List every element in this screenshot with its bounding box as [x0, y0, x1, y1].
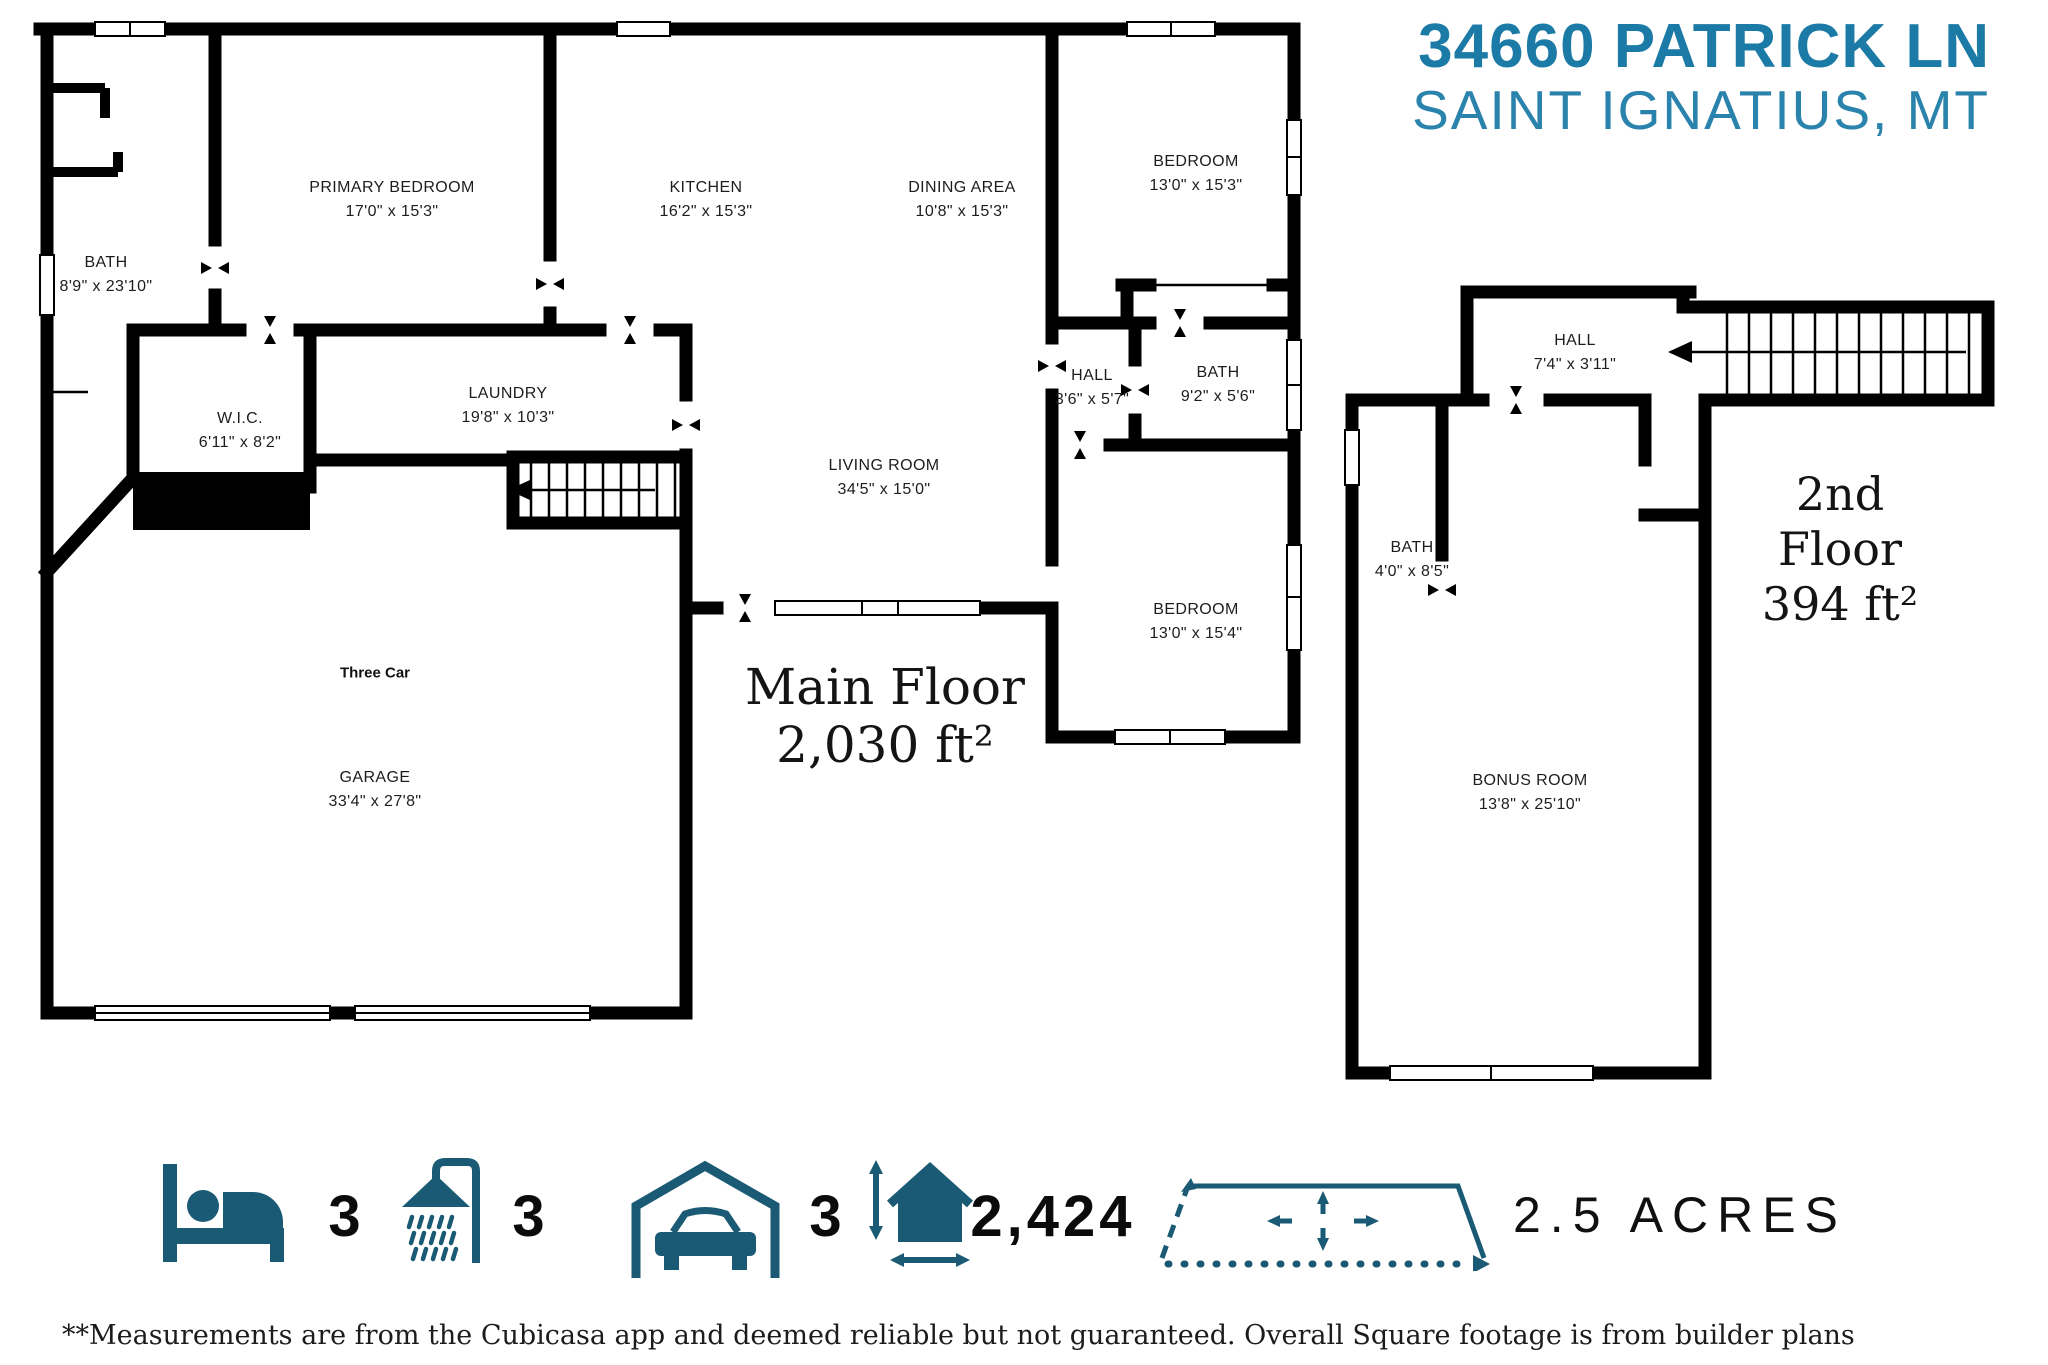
room-dims: 16'2" x 15'3" [659, 203, 753, 220]
room-dims: 8'9" x 23'10" [59, 278, 153, 295]
room-name: PRIMARY BEDROOM [309, 179, 475, 196]
house-size-icon [866, 1150, 978, 1272]
room-label-wic [199, 407, 281, 455]
room-name: BEDROOM [1153, 601, 1239, 618]
room-name: LIVING ROOM [828, 457, 940, 474]
room-dims: 6'11" x 8'2" [198, 434, 282, 451]
beds-count: 3 [328, 1184, 360, 1249]
room-label-kitchen [660, 176, 753, 224]
shower-icon [390, 1155, 490, 1270]
room-name: LAUNDRY [468, 385, 548, 402]
room-label-laundry [462, 382, 555, 430]
lot-area-icon [1148, 1176, 1498, 1271]
floor-name: 2nd Floor [1777, 467, 1902, 577]
room-name: DINING AREA [908, 179, 1016, 196]
property-address [1412, 14, 1990, 140]
sqft-value: 2,424 [970, 1184, 1136, 1249]
room-name: KITCHEN [669, 179, 743, 196]
room-dims: 3'6" x 5'7" [1054, 391, 1130, 408]
room-dims: 9'2" x 5'6" [1180, 388, 1256, 405]
floor-area: 2,030 ft² [776, 716, 994, 774]
room-name: GARAGE [339, 769, 411, 786]
room-label-bonus-room [1472, 769, 1587, 817]
garage-type-label: Three Car [339, 664, 411, 682]
disclaimer-text: **Measurements are from the Cubicasa app and deemed reliable but not guaranteed. Overall Square footage is from builder plans [62, 1320, 1855, 1351]
room-name: BATH [1390, 539, 1434, 556]
room-name: BONUS ROOM [1472, 772, 1588, 789]
room-dims: 19'8" x 10'3" [461, 409, 555, 426]
room-label-living-room [828, 454, 939, 502]
floor-area: 394 ft² [1761, 577, 1919, 632]
room-dims: 10'8" x 15'3" [915, 203, 1009, 220]
garage-icon [628, 1158, 783, 1278]
room-dims: 13'8" x 25'10" [1478, 796, 1582, 813]
bed-icon [163, 1158, 298, 1268]
room-label-bath-second [1375, 536, 1449, 584]
interior-stub-walls [47, 88, 118, 172]
room-dims: 4'0" x 8'5" [1374, 563, 1450, 580]
room-label-dining-area [908, 176, 1016, 224]
wall-mass [133, 472, 310, 530]
second-floor-title [1736, 467, 1944, 633]
showers-count: 3 [512, 1184, 544, 1249]
room-name: HALL [1071, 367, 1113, 384]
room-name: BATH [84, 254, 128, 271]
room-dims: 17'0" x 15'3" [345, 203, 439, 220]
stairs [50, 285, 1969, 517]
room-name: W.I.C. [217, 410, 263, 427]
room-label-bedroom-top [1150, 150, 1243, 198]
floor-name: Main Floor [745, 658, 1025, 716]
address-line1: 34660 PATRICK LN [1418, 12, 1990, 81]
room-dims: 34'5" x 15'0" [837, 481, 931, 498]
room-dims: 13'0" x 15'3" [1149, 177, 1243, 194]
room-dims: 7'4" x 3'11" [1533, 356, 1617, 373]
room-name: BATH [1196, 364, 1240, 381]
room-label-bath-main [1181, 361, 1255, 409]
main-floor-title [745, 658, 1025, 774]
room-dims: 13'0" x 15'4" [1149, 625, 1243, 642]
room-label-garage [329, 766, 422, 814]
room-label-hall-main [1055, 364, 1129, 412]
garages-count: 3 [809, 1184, 841, 1249]
room-label-bath-left [60, 251, 153, 299]
room-label-bedroom-bottom [1150, 598, 1243, 646]
room-dims: 33'4" x 27'8" [328, 793, 422, 810]
lot-size-value: 2.5 ACRES [1513, 1187, 1847, 1243]
room-name: BEDROOM [1153, 153, 1239, 170]
windows [40, 22, 1593, 1080]
address-line2: SAINT IGNATIUS, MT [1412, 78, 1990, 141]
room-name: HALL [1554, 332, 1596, 349]
room-label-primary-bedroom [309, 176, 474, 224]
room-label-hall-second [1534, 329, 1616, 377]
